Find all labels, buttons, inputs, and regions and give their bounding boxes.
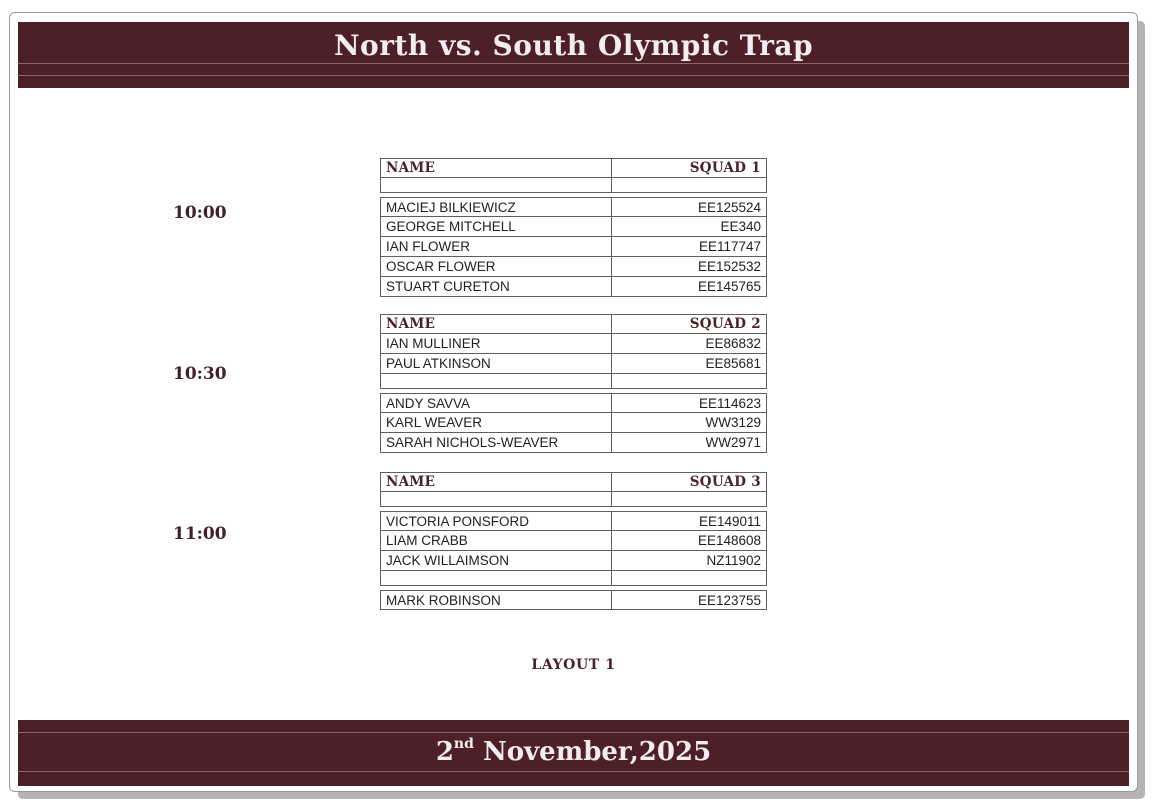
squad-table-3: [380, 472, 767, 610]
shooter-id-cell: EE86832: [611, 334, 766, 353]
name-column-header: NAME: [386, 316, 436, 332]
table-empty-row: [380, 571, 767, 586]
title-bar-rule-line: [18, 63, 1129, 64]
table-row: [380, 413, 767, 433]
table-row: [380, 354, 767, 374]
table-header-row: [380, 158, 767, 178]
empty-name-cell: [381, 374, 611, 388]
shooter-name-cell: IAN MULLINER: [386, 336, 481, 351]
time-label-squad-2: 10:30: [173, 364, 227, 384]
shooter-id-cell: WW3129: [611, 413, 766, 432]
shooter-id-cell: NZ11902: [611, 551, 766, 570]
table-empty-row: [380, 374, 767, 389]
empty-id-cell: [611, 374, 766, 388]
table-header-row: [380, 314, 767, 334]
shooter-id-cell: EE148608: [611, 531, 766, 550]
shooter-name-cell: JACK WILLAIMSON: [386, 553, 510, 568]
shooter-id-cell: EE114623: [611, 394, 766, 412]
shooter-id-cell: WW2971: [611, 433, 766, 452]
empty-id-cell: [611, 178, 766, 192]
table-row: [380, 393, 767, 413]
shooter-id-cell: EE85681: [611, 354, 766, 373]
squad-column-header: SQUAD 1: [611, 159, 766, 177]
name-column-header: NAME: [386, 474, 436, 490]
table-row: [380, 334, 767, 354]
table-row: [380, 217, 767, 237]
shooter-name-cell: VICTORIA PONSFORD: [386, 513, 530, 529]
shooter-name-cell: OSCAR FLOWER: [386, 259, 496, 274]
document-page: [9, 12, 1138, 792]
shooter-name-cell: LIAM CRABB: [386, 533, 468, 548]
title-bar: [18, 22, 1129, 88]
empty-name-cell: [381, 178, 611, 192]
empty-name-cell: [381, 492, 611, 506]
shooter-id-cell: EE123755: [611, 591, 766, 609]
date-bar-rule-line: [18, 732, 1129, 733]
shooter-id-cell: EE145765: [611, 277, 766, 296]
squad-column-header: SQUAD 2: [611, 315, 766, 333]
date-bar-rule-line: [18, 771, 1129, 772]
shooter-name-cell: KARL WEAVER: [386, 415, 483, 430]
table-row: [380, 277, 767, 297]
shooter-name-cell: PAUL ATKINSON: [386, 356, 491, 371]
date-bar: [18, 720, 1129, 786]
table-row: [380, 511, 767, 531]
shooter-id-cell: EE340: [611, 217, 766, 236]
name-column-header: NAME: [386, 160, 436, 176]
shooter-name-cell: STUART CURETON: [386, 279, 510, 294]
shooter-name-cell: GEORGE MITCHELL: [386, 219, 516, 234]
page-title: North vs. South Olympic Trap: [333, 29, 814, 62]
shooter-id-cell: EE152532: [611, 257, 766, 276]
table-empty-row: [380, 178, 767, 193]
table-row: [380, 433, 767, 453]
empty-name-cell: [381, 571, 611, 585]
table-row: [380, 551, 767, 571]
table-empty-row: [380, 492, 767, 507]
squad-table-2: [380, 314, 767, 453]
squad-table-1: [380, 158, 767, 297]
table-header-row: [380, 472, 767, 492]
empty-id-cell: [611, 492, 766, 506]
date-day: 2: [435, 737, 454, 767]
shooter-name-cell: ANDY SAVVA: [386, 395, 471, 411]
shooter-id-cell: EE125524: [611, 198, 766, 216]
empty-id-cell: [611, 571, 766, 585]
table-row: [380, 531, 767, 551]
table-row: [380, 257, 767, 277]
date-ordinal: nd: [453, 736, 474, 752]
shooter-name-cell: SARAH NICHOLS-WEAVER: [386, 435, 559, 450]
date-rest: November,2025: [473, 737, 712, 767]
time-label-squad-1: 10:00: [173, 203, 227, 223]
title-bar-rule-line: [18, 75, 1129, 76]
table-row: [380, 590, 767, 610]
shooter-id-cell: EE149011: [611, 512, 766, 530]
layout-label: LAYOUT 1: [531, 657, 616, 673]
event-date: [18, 736, 1129, 767]
shooter-id-cell: EE117747: [611, 237, 766, 256]
shooter-name-cell: MACIEJ BILKIEWICZ: [386, 199, 516, 215]
table-row: [380, 197, 767, 217]
time-label-squad-3: 11:00: [173, 524, 227, 544]
squad-column-header: SQUAD 3: [611, 473, 766, 491]
shooter-name-cell: IAN FLOWER: [386, 239, 471, 254]
shooter-name-cell: MARK ROBINSON: [386, 592, 501, 608]
table-row: [380, 237, 767, 257]
